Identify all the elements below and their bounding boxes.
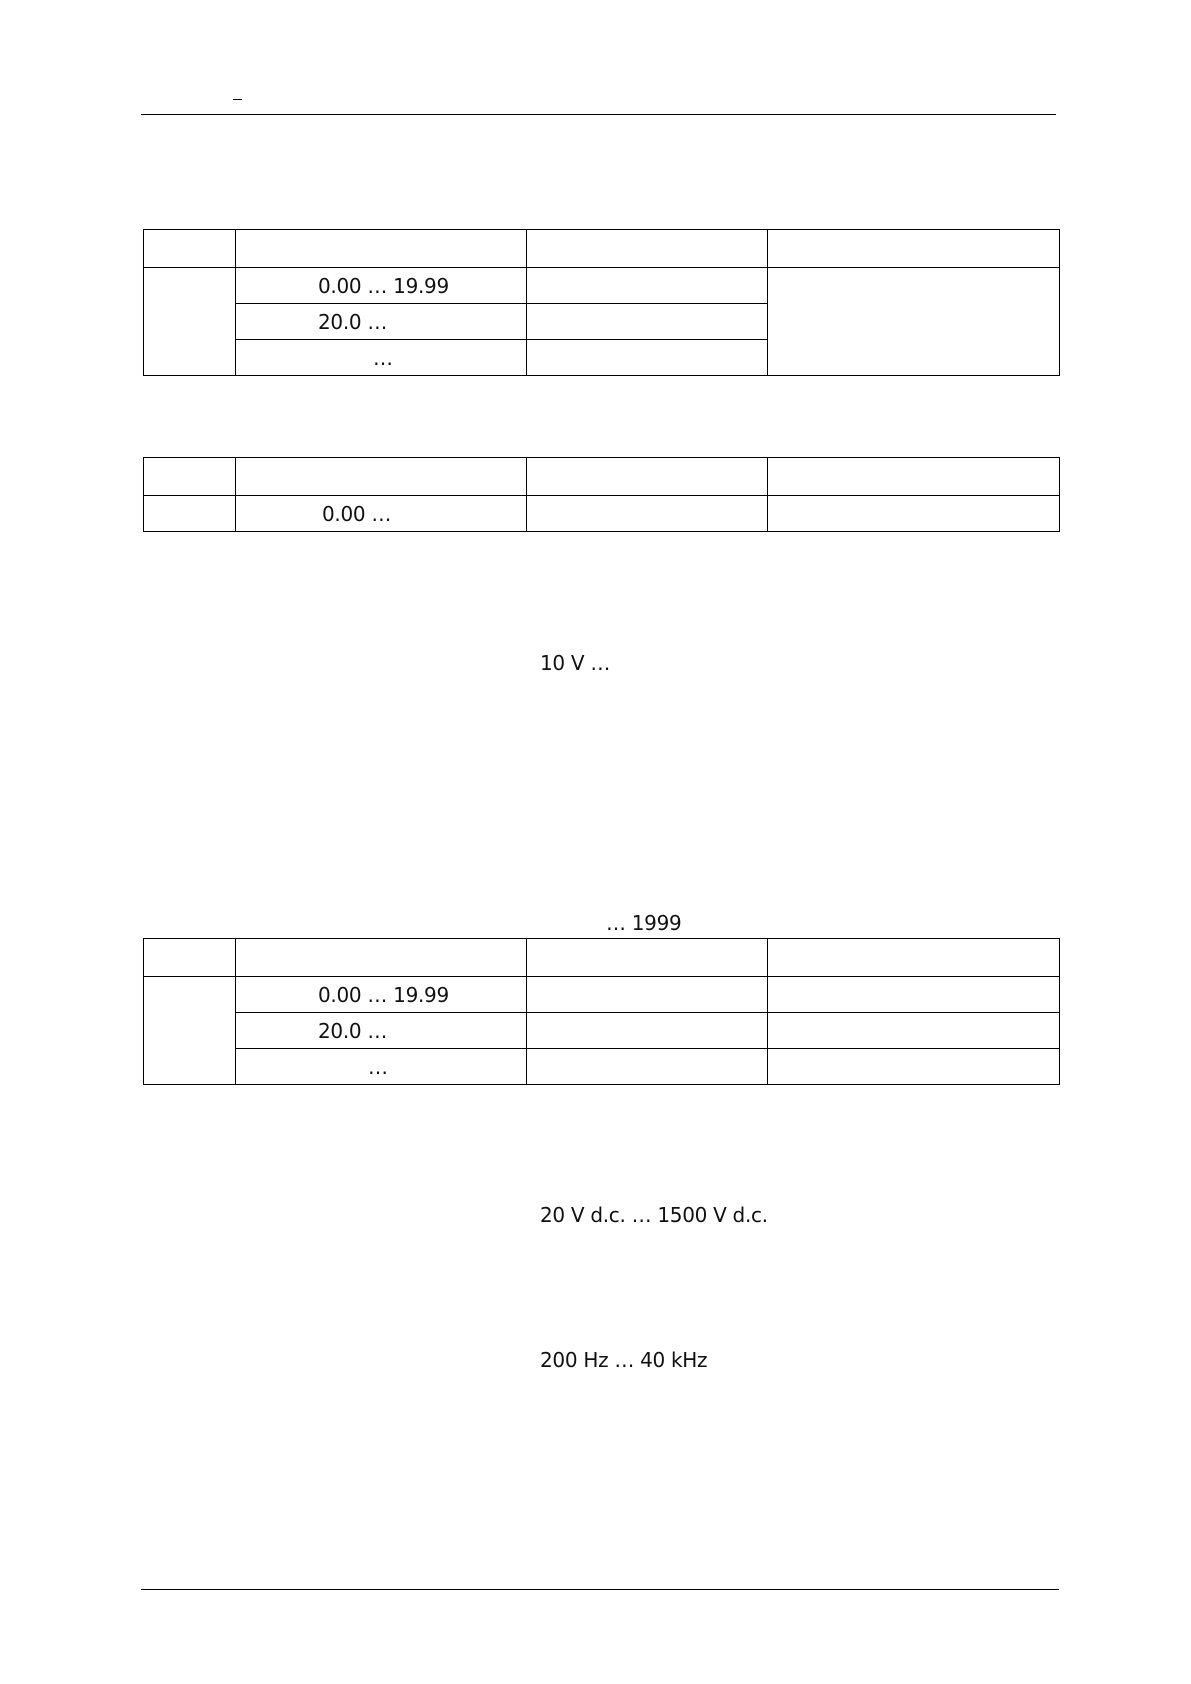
table-row bbox=[144, 1049, 1060, 1085]
range-value: … bbox=[368, 1054, 388, 1079]
table-cell bbox=[527, 1013, 768, 1049]
table-header-cell bbox=[144, 939, 236, 977]
header-dash-mark bbox=[233, 99, 242, 100]
table-cell bbox=[527, 1049, 768, 1085]
table-3-header-row bbox=[144, 939, 1060, 977]
range-cell bbox=[236, 340, 527, 376]
range-cell bbox=[236, 268, 527, 304]
range-value: 0.00 … 19.99 bbox=[318, 273, 449, 298]
table-header-cell bbox=[527, 458, 768, 496]
table-header-cell bbox=[144, 458, 236, 496]
range-cell bbox=[236, 1049, 527, 1085]
range-cell bbox=[236, 304, 527, 340]
table-cell bbox=[527, 268, 768, 304]
table-cell bbox=[768, 496, 1060, 532]
table-cell bbox=[144, 977, 236, 1085]
table-header-cell bbox=[144, 230, 236, 268]
table-cell bbox=[144, 496, 236, 532]
table-3 bbox=[143, 938, 1060, 1085]
table-1-header-row bbox=[144, 230, 1060, 268]
table-cell bbox=[768, 1013, 1060, 1049]
table-cell bbox=[527, 977, 768, 1013]
table-cell bbox=[768, 977, 1060, 1013]
range-value: 20.0 … bbox=[318, 1018, 388, 1043]
table-cell bbox=[768, 268, 1060, 376]
spec-value-voltage: 10 V … bbox=[540, 651, 611, 675]
footer-rule bbox=[141, 1589, 1059, 1590]
table-1 bbox=[143, 229, 1060, 376]
table-cell bbox=[527, 496, 768, 532]
range-value: 20.0 … bbox=[318, 309, 388, 334]
table-header-cell bbox=[768, 230, 1060, 268]
table-row bbox=[144, 1013, 1060, 1049]
table-2-header-row bbox=[144, 458, 1060, 496]
table-cell bbox=[144, 268, 236, 376]
table-row bbox=[144, 496, 1060, 532]
table-row bbox=[144, 977, 1060, 1013]
table-header-cell bbox=[527, 230, 768, 268]
range-cell bbox=[236, 977, 527, 1013]
table-header-cell bbox=[527, 939, 768, 977]
table-header-cell bbox=[236, 230, 527, 268]
table-cell bbox=[768, 1049, 1060, 1085]
range-value: 0.00 … bbox=[322, 501, 392, 526]
table-3-caption: … 1999 bbox=[606, 911, 682, 935]
table-row bbox=[144, 268, 1060, 304]
range-cell bbox=[236, 496, 527, 532]
range-value: … bbox=[373, 345, 393, 370]
range-cell bbox=[236, 1013, 527, 1049]
table-header-cell bbox=[768, 458, 1060, 496]
spec-value-frequency: 200 Hz … 40 kHz bbox=[540, 1348, 708, 1372]
range-value: 0.00 … 19.99 bbox=[318, 982, 449, 1007]
table-header-cell bbox=[236, 939, 527, 977]
table-cell bbox=[527, 340, 768, 376]
table-2 bbox=[143, 457, 1060, 532]
header-rule bbox=[141, 114, 1056, 115]
spec-value-dc-voltage: 20 V d.c. … 1500 V d.c. bbox=[540, 1203, 768, 1227]
table-header-cell bbox=[768, 939, 1060, 977]
table-header-cell bbox=[236, 458, 527, 496]
table-cell bbox=[527, 304, 768, 340]
